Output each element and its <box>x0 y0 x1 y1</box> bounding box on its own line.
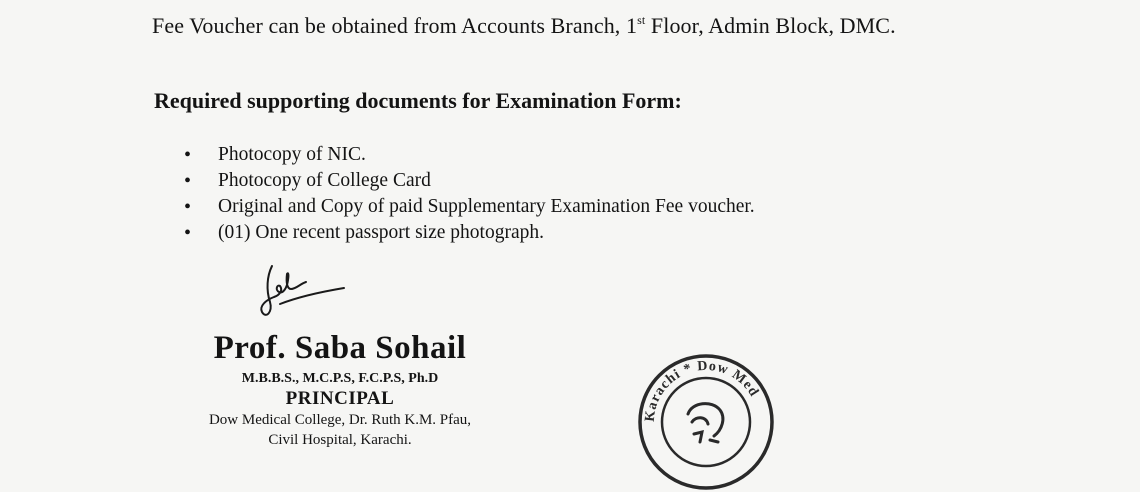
fee-voucher-note: Fee Voucher can be obtained from Accounts Branch, 1st Floor, Admin Block, DMC. <box>152 13 896 38</box>
list-item: • Photocopy of NIC. <box>184 142 755 168</box>
list-item: • Original and Copy of paid Supplementary Examination Fee voucher. <box>184 194 755 220</box>
college-seal-stamp <box>636 352 776 492</box>
list-item: • (01) One recent passport size photograph. <box>184 220 755 246</box>
signatory-qualifications: M.B.B.S., M.C.P.S, F.C.P.S, Ph.D <box>241 371 439 386</box>
signatory-title: PRINCIPAL <box>285 388 395 409</box>
list-item: • Photocopy of College Card <box>184 168 755 194</box>
handwritten-signature <box>258 262 348 322</box>
signatory-address-line1: Dow Medical College, Dr. Ruth K.M. Pfau, <box>208 412 472 428</box>
signatory-address-line2: Civil Hospital, Karachi. <box>268 432 412 448</box>
svg-text:Karachi * Dow Med: Karachi * Dow Med <box>642 358 762 423</box>
documents-list <box>184 142 755 246</box>
documents-heading: Required supporting documents for Examination Form: <box>154 88 682 113</box>
signatory-block <box>170 330 510 450</box>
signatory-name: Prof. Saba Sohail <box>213 330 467 366</box>
